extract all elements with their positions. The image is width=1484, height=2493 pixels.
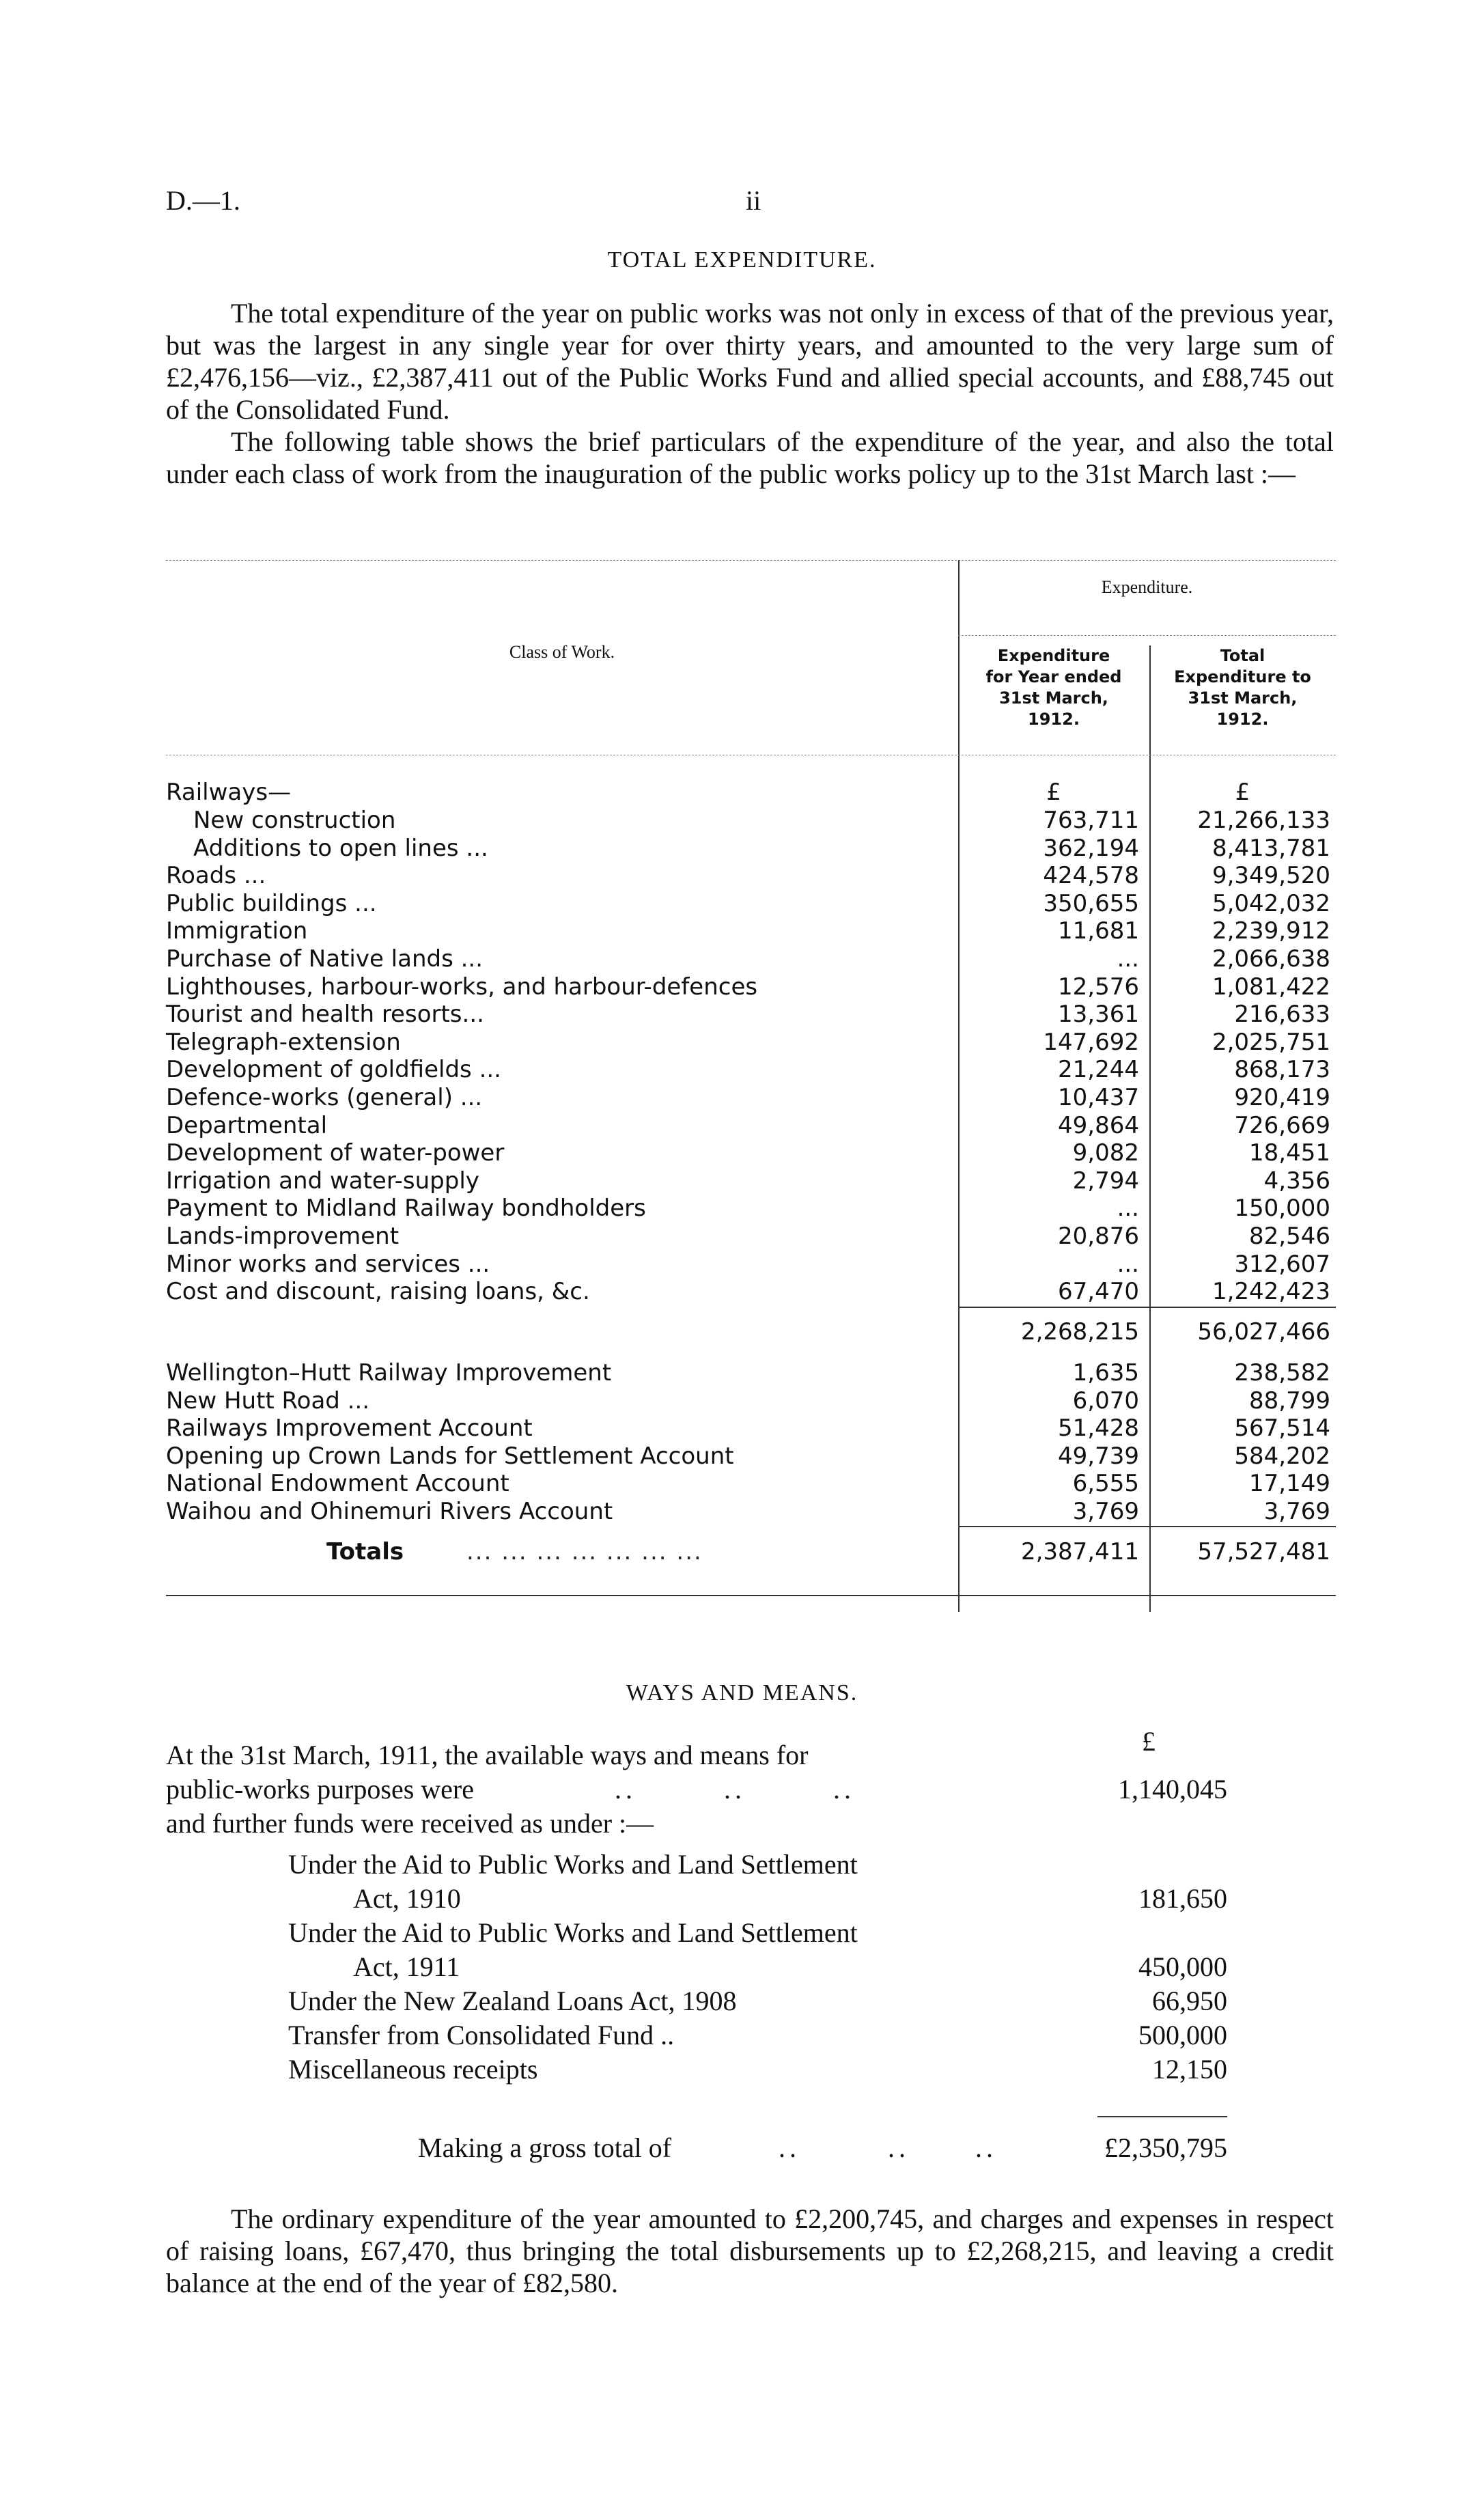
table-row bbox=[166, 945, 1336, 973]
row-label: Wellington–Hutt Railway Improvement bbox=[166, 1359, 612, 1387]
row-total-value: 18,451 bbox=[1249, 1139, 1330, 1167]
row-year-value: 6,070 bbox=[1072, 1387, 1139, 1415]
row-label: Railways— bbox=[166, 779, 292, 806]
ways-item-label: Miscellaneous receipts bbox=[288, 2054, 538, 2085]
ways-item-amount: 181,650 bbox=[1138, 1883, 1227, 1914]
ways-item-amount: 12,150 bbox=[1152, 2054, 1227, 2085]
row-total-value: 82,546 bbox=[1249, 1223, 1330, 1250]
row-year-value: 67,470 bbox=[1058, 1278, 1139, 1306]
table-top-rule bbox=[166, 560, 1336, 561]
totals-total: 57,527,481 bbox=[1197, 1538, 1330, 1565]
row-label: Waihou and Ohinemuri Rivers Account bbox=[166, 1498, 613, 1525]
row-total-value: 2,239,912 bbox=[1212, 917, 1330, 945]
row-total-value: 8,413,781 bbox=[1212, 834, 1330, 862]
table-row bbox=[166, 1223, 1336, 1250]
table-row bbox=[166, 1278, 1336, 1305]
row-year-value: 49,864 bbox=[1058, 1111, 1139, 1139]
row-label: Development of water-power bbox=[166, 1139, 505, 1167]
row-year-value: 11,681 bbox=[1058, 917, 1139, 945]
gross-total-rule bbox=[1097, 2116, 1227, 2117]
row-label: Cost and discount, raising loans, &c. bbox=[166, 1278, 590, 1306]
totals-rule bbox=[958, 1526, 1336, 1527]
col-total-header-line: 1912. bbox=[1216, 710, 1269, 729]
table-row bbox=[166, 1470, 1336, 1497]
col-total-header-line: Total bbox=[1220, 646, 1265, 665]
row-total-value: 1,242,423 bbox=[1212, 1278, 1330, 1306]
row-total-value: 920,419 bbox=[1234, 1084, 1330, 1111]
col-total-header-line: Expenditure to bbox=[1174, 667, 1311, 686]
total-expenditure-text bbox=[166, 297, 1334, 490]
row-total-value: 216,633 bbox=[1234, 1001, 1330, 1029]
currency-symbol: £ bbox=[1142, 1726, 1156, 1757]
subtotal-total: 56,027,466 bbox=[1197, 1318, 1330, 1346]
table-row bbox=[166, 1498, 1336, 1525]
row-label: Development of goldfields ... bbox=[166, 1056, 501, 1084]
row-label: Lands-improvement bbox=[166, 1223, 400, 1250]
table-row bbox=[166, 1443, 1336, 1470]
table-row bbox=[166, 1084, 1336, 1111]
row-label: Telegraph-extension bbox=[166, 1028, 401, 1056]
col-total-header-line: 31st March, bbox=[1188, 688, 1298, 708]
currency-symbol: £ bbox=[1235, 779, 1250, 806]
table-row bbox=[166, 1139, 1336, 1167]
totals-label: Totals bbox=[326, 1538, 404, 1565]
row-total-value: 2,066,638 bbox=[1212, 945, 1330, 973]
row-year-value: 424,578 bbox=[1043, 862, 1139, 890]
leader-dots: .. .. .. bbox=[779, 2132, 997, 2163]
row-total-value: 868,173 bbox=[1234, 1056, 1330, 1084]
gross-total-label: Making a gross total of bbox=[418, 2132, 672, 2163]
row-total-value: 5,042,032 bbox=[1212, 889, 1330, 917]
row-label: Public buildings ... bbox=[166, 889, 377, 917]
row-year-value: 49,739 bbox=[1058, 1442, 1139, 1470]
table-row bbox=[166, 1056, 1336, 1083]
paragraph-2: The following table shows the brief particulars of the expenditure of the year, and also the total under each class of work from the inauguration of the public works policy up to the 31st March last :— bbox=[166, 426, 1334, 489]
table-row-railways bbox=[166, 779, 1336, 806]
table-row bbox=[166, 862, 1336, 889]
table-row bbox=[166, 917, 1336, 945]
table-row-totals bbox=[166, 1538, 1336, 1565]
group-header-rule bbox=[958, 635, 1336, 636]
paragraph-1: The total expenditure of the year on public works was not only in excess of that of the previous year, but was the largest in any single year for over thirty years, and amounted to the very large sum of £2,476,156—viz., £2,387,411 out of the Public Works Fund and allied special accounts, and £88,745 out of the Consolidated Fund. bbox=[166, 298, 1334, 425]
table-row bbox=[166, 1195, 1336, 1222]
row-label: Additions to open lines ... bbox=[193, 834, 488, 862]
row-year-value: 13,361 bbox=[1058, 1001, 1139, 1029]
table-row bbox=[166, 807, 1336, 834]
row-year-value: ... bbox=[1117, 945, 1139, 973]
table-row bbox=[166, 1415, 1336, 1442]
expenditure-group-header: Expenditure. bbox=[1101, 577, 1193, 597]
ways-intro-line2: public-works purposes were bbox=[166, 1774, 474, 1805]
ways-item-label-cont: Act, 1910 bbox=[353, 1883, 461, 1914]
row-year-value: 3,769 bbox=[1072, 1498, 1139, 1525]
row-total-value: 312,607 bbox=[1234, 1250, 1330, 1278]
ways-item-label: Under the Aid to Public Works and Land Settlement bbox=[288, 1917, 858, 1948]
row-total-value: 9,349,520 bbox=[1212, 862, 1330, 890]
row-label: Tourist and health resorts... bbox=[166, 1001, 484, 1029]
gross-total-amount: £2,350,795 bbox=[1104, 2132, 1227, 2163]
totals-year: 2,387,411 bbox=[1020, 1538, 1139, 1565]
row-year-value: 12,576 bbox=[1058, 973, 1139, 1001]
row-label: New Hutt Road ... bbox=[166, 1387, 370, 1415]
closing-text bbox=[166, 2203, 1334, 2299]
ways-and-means-heading: WAYS AND MEANS. bbox=[626, 1680, 858, 1705]
ways-item-label: Transfer from Consolidated Fund .. bbox=[288, 2020, 675, 2050]
table-row bbox=[166, 835, 1336, 862]
ways-item-amount: 500,000 bbox=[1138, 2020, 1227, 2050]
table-row bbox=[166, 1387, 1336, 1415]
row-label: Defence-works (general) ... bbox=[166, 1084, 483, 1111]
table-row-subtotal bbox=[166, 1318, 1336, 1346]
table-row bbox=[166, 1251, 1336, 1278]
row-year-value: 51,428 bbox=[1058, 1415, 1139, 1443]
row-label: Payment to Midland Railway bondholders bbox=[166, 1195, 646, 1223]
row-year-value: 10,437 bbox=[1058, 1084, 1139, 1111]
row-total-value: 567,514 bbox=[1234, 1415, 1330, 1443]
row-total-value: 2,025,751 bbox=[1212, 1028, 1330, 1056]
ways-intro-line3: and further funds were received as under :— bbox=[166, 1808, 654, 1839]
row-total-value: 21,266,133 bbox=[1197, 807, 1330, 834]
row-label: Roads ... bbox=[166, 862, 266, 890]
table-row bbox=[166, 1029, 1336, 1056]
table-row bbox=[166, 1359, 1336, 1387]
row-total-value: 584,202 bbox=[1234, 1442, 1330, 1470]
row-year-value: 362,194 bbox=[1043, 834, 1139, 862]
row-year-value: 9,082 bbox=[1072, 1139, 1139, 1167]
row-year-value: 21,244 bbox=[1058, 1056, 1139, 1084]
row-label: Departmental bbox=[166, 1111, 328, 1139]
ways-item-label: Under the New Zealand Loans Act, 1908 bbox=[288, 1986, 737, 2016]
table-row bbox=[166, 1112, 1336, 1139]
table-row bbox=[166, 973, 1336, 1001]
col-year-header-line: for Year ended bbox=[985, 667, 1122, 686]
total-expenditure-heading: TOTAL EXPENDITURE. bbox=[607, 247, 877, 273]
row-label: Railways Improvement Account bbox=[166, 1415, 533, 1443]
document-code: D.—1. bbox=[166, 185, 240, 216]
row-total-value: 4,356 bbox=[1263, 1167, 1330, 1195]
leader-dots: .. .. .. bbox=[615, 1774, 855, 1805]
table-row bbox=[166, 890, 1336, 917]
row-label: New construction bbox=[193, 807, 396, 834]
table-bottom-rule bbox=[166, 1595, 1336, 1596]
col-year-header-line: 31st March, bbox=[999, 688, 1108, 708]
ways-intro-line1: At the 31st March, 1911, the available ways and means for bbox=[166, 1740, 809, 1770]
row-total-value: 238,582 bbox=[1234, 1359, 1330, 1387]
closing-paragraph: The ordinary expenditure of the year amounted to £2,200,745, and charges and expenses in respect of raising loans, £67,470, thus bringing the total disbursements up to £2,268,215, and leaving a credit balance at the end of the year of £82,580. bbox=[166, 2203, 1334, 2298]
row-label: Purchase of Native lands ... bbox=[166, 945, 484, 973]
row-total-value: 1,081,422 bbox=[1212, 973, 1330, 1001]
row-total-value: 150,000 bbox=[1234, 1195, 1330, 1223]
page-number: ii bbox=[746, 185, 761, 216]
row-label: Opening up Crown Lands for Settlement Account bbox=[166, 1442, 734, 1470]
leader-dots: ... ... ... ... ... ... ... bbox=[466, 1538, 703, 1565]
row-label: Minor works and services ... bbox=[166, 1250, 490, 1278]
ways-item-label-cont: Act, 1911 bbox=[353, 1951, 460, 1982]
row-label: National Endowment Account bbox=[166, 1470, 509, 1498]
row-total-value: 17,149 bbox=[1249, 1470, 1330, 1498]
row-year-value: 147,692 bbox=[1043, 1028, 1139, 1056]
ways-item-amount: 66,950 bbox=[1152, 1986, 1227, 2016]
currency-symbol: £ bbox=[1046, 779, 1061, 806]
col-year-header bbox=[958, 645, 1149, 730]
expenditure-table bbox=[166, 560, 1336, 1632]
ways-item-label: Under the Aid to Public Works and Land Settlement bbox=[288, 1849, 858, 1880]
row-year-value: 1,635 bbox=[1072, 1359, 1139, 1387]
row-label: Immigration bbox=[166, 917, 308, 945]
col-year-header-line: Expenditure bbox=[997, 646, 1110, 665]
col-year-header-line: 1912. bbox=[1028, 710, 1080, 729]
col-total-header bbox=[1149, 645, 1336, 730]
row-year-value: 350,655 bbox=[1043, 889, 1139, 917]
row-year-value: 20,876 bbox=[1058, 1223, 1139, 1250]
subtotal-year: 2,268,215 bbox=[1020, 1318, 1139, 1346]
table-row bbox=[166, 1167, 1336, 1195]
subtotal-rule bbox=[958, 1307, 1336, 1308]
row-year-value: 2,794 bbox=[1072, 1167, 1139, 1195]
row-label: Irrigation and water-supply bbox=[166, 1167, 479, 1195]
table-row bbox=[166, 1001, 1336, 1028]
row-label: Lighthouses, harbour-works, and harbour-defences bbox=[166, 973, 758, 1001]
row-total-value: 726,669 bbox=[1234, 1111, 1330, 1139]
row-year-value: 763,711 bbox=[1043, 807, 1139, 834]
row-year-value: ... bbox=[1117, 1195, 1139, 1223]
row-total-value: 3,769 bbox=[1263, 1498, 1330, 1525]
ways-opening-amount: 1,140,045 bbox=[1118, 1774, 1227, 1805]
row-year-value: ... bbox=[1117, 1250, 1139, 1278]
row-year-value: 6,555 bbox=[1072, 1470, 1139, 1498]
class-of-work-header: Class of Work. bbox=[509, 642, 615, 662]
row-total-value: 88,799 bbox=[1249, 1387, 1330, 1415]
ways-item-amount: 450,000 bbox=[1138, 1951, 1227, 1982]
